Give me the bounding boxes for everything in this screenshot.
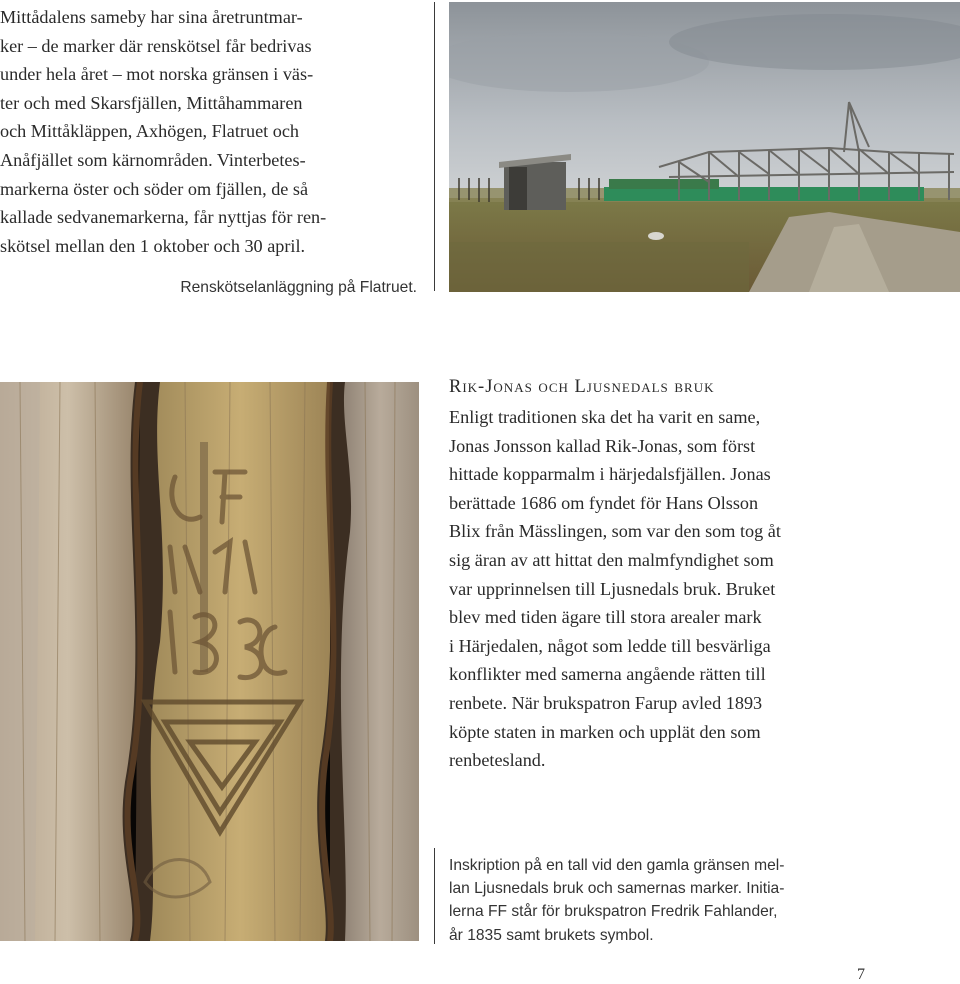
text-line: Enligt traditionen ska det ha varit en same,: [449, 407, 761, 427]
caption-line: Inskription på en tall vid den gamla gränsen mel-: [449, 857, 785, 874]
reindeer-enclosure-photo: [449, 2, 960, 292]
caption-line: lan Ljusnedals bruk och samernas marker. Initia-: [449, 880, 785, 898]
text-line: Jonas Jonsson kallad Rik-Jonas, som först: [449, 435, 756, 456]
text-line: konflikter med samerna angående rätten till: [449, 664, 766, 685]
text-line: renbete. När brukspatron Farup avled 1893: [449, 692, 763, 713]
text-line: hittade kopparmalm i härjedalsfjällen. Jonas: [449, 464, 771, 485]
caption-rule: [434, 848, 435, 944]
text-line: renbetesland.: [449, 750, 546, 771]
caption-line: år 1835 samt brukets symbol.: [449, 926, 654, 944]
text-line: ker – de marker där renskötsel får bedrivas: [0, 35, 312, 56]
text-line: markerna öster och söder om fjällen, de så: [0, 178, 309, 199]
text-line: Mittådalens sameby har sina åretruntmar-: [0, 7, 303, 27]
text-line: var upprinnelsen till Ljusnedals bruk. Bruket: [449, 578, 776, 599]
text-line: sig äran av att hittat den malmfyndighet som: [449, 549, 774, 570]
text-line: Anåfjället som kärnområden. Vinterbetes-: [0, 149, 306, 170]
tree-inscription-photo: [0, 382, 419, 941]
text-line: skötsel mellan den 1 oktober och 30 april.: [0, 235, 306, 256]
text-line: i Härjedalen, något som ledde till besvärliga: [449, 635, 771, 656]
caption-line: lerna FF står för brukspatron Fredrik Fahlander,: [449, 903, 778, 921]
section-heading: [449, 377, 715, 398]
section-heading-text: Rik-Jonas och Ljusnedals bruk: [449, 377, 715, 397]
caption-bottom: [449, 854, 784, 947]
text-line: under hela året – mot norska gränsen i väs-: [0, 64, 314, 85]
intro-paragraph: [0, 3, 326, 260]
section-body: [449, 403, 781, 775]
page-number: 7: [857, 966, 865, 983]
caption-rule: [434, 2, 435, 291]
text-line: och Mittåkläppen, Axhögen, Flatruet och: [0, 121, 300, 142]
text-line: blev med tiden ägare till stora arealer mark: [449, 607, 762, 628]
text-line: berättade 1686 om fyndet för Hans Olsson: [449, 492, 759, 513]
text-line: köpte staten in marken och upplät den som: [449, 721, 761, 742]
caption-top: Renskötselanläggning på Flatruet.: [180, 279, 417, 296]
text-line: kallade sedvanemarkerna, får nyttjas för ren-: [0, 207, 327, 228]
text-line: Blix från Mässlingen, som var den som tog åt: [449, 521, 781, 542]
text-line: ter och med Skarsfjällen, Mittåhammaren: [0, 92, 303, 113]
